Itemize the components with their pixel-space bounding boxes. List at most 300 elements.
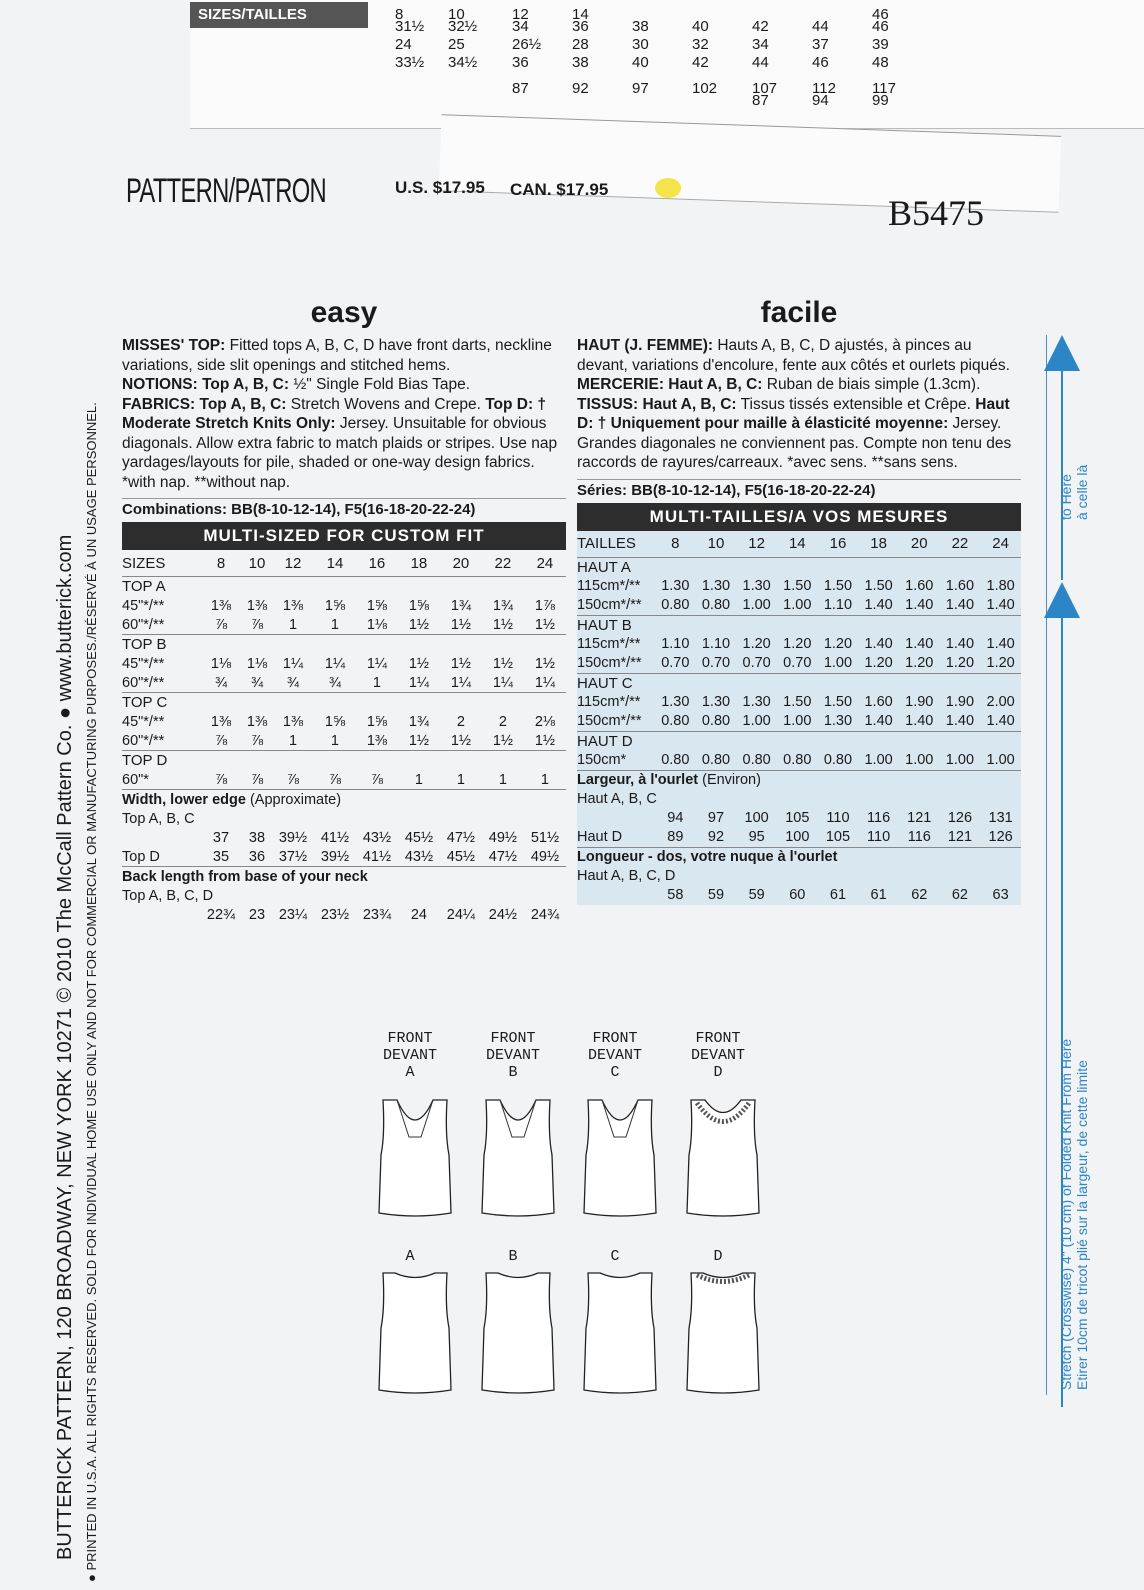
table-row (122, 615, 566, 635)
table-title: MULTI-TAILLES/A VOS MESURES (577, 503, 1021, 531)
width-note: (Approximate) (245, 791, 342, 808)
front-view-label (468, 1030, 558, 1081)
table-cell: 43½ (362, 829, 392, 846)
table-cell: 1.00 (736, 596, 777, 616)
top-measure-cell: 39 (872, 36, 889, 53)
table-cell: 2⅛ (534, 713, 556, 730)
label-line: DEVANT (690, 1047, 745, 1064)
table-cell: TAILLES (577, 531, 655, 558)
table-cell: 38 (248, 829, 266, 846)
top-measure-cell: 34 (752, 36, 769, 53)
stretch-label (1058, 1039, 1090, 1390)
width-title-text: Width, lower edge (122, 791, 246, 808)
table-cell: 95 (736, 828, 777, 848)
table-cell: 1.10 (818, 596, 859, 616)
table-cell: 1.40 (940, 596, 981, 616)
table-cell: 0.80 (655, 712, 696, 732)
table-cell: 1¼ (482, 673, 524, 693)
table-row (122, 770, 566, 790)
table-cell: 60 (789, 887, 806, 903)
table-cell: 1½ (524, 731, 566, 751)
table-cell: 1⅛ (210, 655, 232, 672)
back-top-drawing (375, 1268, 455, 1398)
table-cell: 1.40 (905, 636, 934, 652)
table-cell: 1.00 (736, 712, 777, 732)
table-cell: 45"*/** (122, 655, 165, 672)
yardage-table-fr (577, 531, 1021, 905)
table-cell: 150cm* (577, 751, 655, 771)
table-cell: 41½ (356, 847, 398, 867)
table-cell: 1 (356, 673, 398, 693)
table-cell: 1 (272, 731, 314, 751)
table-cell: 1½ (524, 615, 566, 635)
table-cell: 126 (980, 828, 1021, 848)
table-cell: 0.80 (655, 596, 696, 616)
group-row (577, 557, 1021, 577)
table-cell: 1.00 (818, 654, 859, 674)
table-cell: 1.90 (905, 694, 934, 710)
table-cell: 0.80 (777, 751, 818, 771)
table-row (122, 905, 566, 924)
label-line: D (713, 1064, 723, 1081)
table-cell: 22 (940, 531, 981, 558)
table-cell: 1.30 (742, 578, 771, 594)
group-name: HAUT D (577, 732, 633, 750)
back-top-drawing (580, 1268, 660, 1398)
table-row (577, 693, 1021, 712)
table-cell: 23¾ (362, 906, 392, 923)
french-column (577, 296, 1021, 905)
front-top-drawing (683, 1095, 763, 1220)
table-cell: 1.20 (899, 654, 940, 674)
table-cell: 115cm*/** (577, 578, 641, 594)
table-row (122, 886, 566, 905)
table-cell: 8 (655, 531, 696, 558)
table-cell: 1½ (440, 731, 482, 751)
table-cell: 51½ (530, 829, 560, 846)
table-cell: 1.30 (701, 694, 731, 710)
top-measure-cell: 40 (692, 18, 709, 35)
table-cell: 2 (498, 713, 507, 730)
top-measure-cell: 46 (872, 18, 889, 35)
label-line: DEVANT (382, 1047, 437, 1064)
table-cell: 1½ (440, 615, 482, 635)
table-cell: 94 (667, 810, 684, 826)
label-line: A (405, 1064, 415, 1081)
table-cell: 1.90 (945, 694, 975, 710)
yardage-table-en (122, 550, 566, 924)
table-row (122, 731, 566, 751)
table-cell: 0.70 (655, 654, 696, 674)
table-cell: 47½ (446, 829, 476, 846)
table-row (577, 596, 1021, 616)
table-cell: 1⅛ (356, 615, 398, 635)
top-measure-cell: 26½ (512, 36, 542, 53)
table-cell: 1.30 (661, 578, 690, 594)
table-cell: 1.40 (980, 596, 1021, 616)
arrow-up-icon (1044, 335, 1080, 371)
table-cell: 1.40 (980, 712, 1021, 732)
table-cell: 1½ (482, 731, 524, 751)
table-cell: 150cm*/** (577, 712, 655, 732)
table-cell: 1⅝ (408, 597, 430, 614)
top-measure-cell: 32 (692, 36, 709, 53)
group-name: TOP B (122, 636, 167, 653)
group-row (122, 577, 566, 597)
table-cell (122, 905, 200, 924)
top-measure-cell: 46 (812, 54, 829, 71)
table-cell: 0.80 (696, 712, 737, 732)
top-measure-cell: 32½ (448, 18, 478, 35)
top-size-head: 14 (572, 6, 589, 23)
to-here-label (1058, 465, 1090, 520)
table-row (122, 712, 566, 731)
top-size-head: 10 (448, 6, 465, 23)
top-measure-cell: 99 (872, 92, 889, 109)
top-measure-cell: 38 (632, 18, 649, 35)
label-line: B (508, 1064, 518, 1081)
fabrics-d-label: Top D: † Moderate Stretch Knits Only: (122, 395, 547, 432)
desc-text: Fitted tops A, B, C, D have front darts, neckline variations, side slit openings and stitched hems. (122, 337, 552, 374)
yardage-table (122, 550, 566, 924)
table-cell: 1⅞ (534, 597, 556, 614)
table-row (577, 886, 1021, 905)
table-row (577, 809, 1021, 828)
fabrics-text: Tissus tissés extensible et Crêpe. (736, 395, 976, 413)
group-row (577, 615, 1021, 635)
table-cell: ¾ (314, 673, 356, 693)
table-cell: 116 (867, 810, 891, 826)
table-cell: 20 (440, 550, 482, 577)
table-cell: 97 (707, 810, 725, 826)
table-cell: 1⅜ (210, 597, 232, 614)
table-cell: 8 (200, 550, 242, 577)
table-cell: Haut A, B, C (577, 791, 657, 807)
table-cell: 150cm*/** (577, 596, 655, 616)
table-cell: 1.40 (864, 636, 893, 652)
table-cell: 47½ (482, 847, 524, 867)
table-cell: 1.50 (864, 578, 893, 594)
table-cell: 1.50 (823, 694, 853, 710)
top-measure-cell: 107 (752, 80, 778, 97)
top-measure-cell: 92 (572, 80, 589, 97)
table-cell: 39½ (314, 847, 356, 867)
table-cell: Top A, B, C (122, 810, 195, 827)
top-size-head: 46 (872, 6, 889, 23)
table-cell: 43½ (398, 847, 440, 867)
table-row (122, 809, 566, 828)
fabrics-d-label: Haut D: † Uniquement pour maille à élasticité moyenne: (577, 395, 1010, 432)
table-cell: 37 (212, 829, 230, 846)
notions-label: MERCERIE: Haut A, B, C: (577, 376, 763, 393)
back-view-label: C (610, 1248, 620, 1265)
table-cell: 0.80 (696, 596, 737, 616)
table-row (577, 867, 1021, 886)
table-row (577, 790, 1021, 809)
desc-text: Hauts A, B, C, D ajustés, à pinces au devant, variations d'encolure, fente aux côtés et ourlets piqués. (577, 337, 1010, 374)
table-cell: 14 (777, 531, 818, 558)
label-line: FRONT (387, 1030, 433, 1047)
arrow-up-icon (1044, 582, 1080, 618)
table-cell: 2.00 (986, 694, 1015, 710)
top-size-head: 8 (395, 6, 404, 23)
top-measure-cell: 40 (632, 54, 649, 71)
top-measure-cell: 42 (752, 18, 769, 35)
table-row (577, 635, 1021, 654)
table-cell: 0.70 (736, 654, 777, 674)
table-cell: 1.60 (905, 578, 934, 594)
publisher-line: BUTTERICK PATTERN, 120 BROADWAY, NEW YORK 10271 © 2010 The McCall Pattern Co. ● www.butterick.com (54, 534, 76, 1560)
table-cell: 22¾ (206, 906, 236, 923)
table-cell: ⅞ (200, 770, 242, 790)
table-cell: 1⅜ (356, 731, 398, 751)
label-line: FRONT (695, 1030, 741, 1047)
table-cell: 39½ (278, 829, 308, 846)
notions-text: ½" Single Fold Bias Tape. (289, 376, 471, 393)
table-cell: 23¼ (278, 906, 308, 923)
fabrics-label: FABRICS: Top A, B, C: (122, 395, 287, 413)
front-top-drawing (478, 1095, 558, 1220)
heading-facile: facile (760, 296, 838, 329)
table-cell: ⅞ (356, 770, 398, 790)
yardage-table (577, 531, 1021, 905)
label-line: FRONT (490, 1030, 536, 1047)
table-cell: 0.80 (736, 751, 777, 771)
desc-label: MISSES' TOP: (122, 337, 226, 354)
table-cell: 1¼ (524, 673, 566, 693)
table-cell: 0.80 (696, 751, 737, 771)
table-cell: 105 (818, 828, 859, 848)
group-name: HAUT B (577, 616, 632, 634)
table-cell: 49½ (488, 829, 518, 846)
table-cell: 1.00 (777, 596, 818, 616)
pattern-patron-label: PATTERN/PATRON (126, 172, 327, 210)
table-cell: 1⅜ (282, 597, 304, 614)
table-cell: 18 (858, 531, 899, 558)
top-measure-cell: 37 (812, 36, 829, 53)
table-cell: 1⅝ (324, 713, 346, 730)
table-cell: 1.40 (986, 636, 1015, 652)
table-cell: 1 (314, 731, 356, 751)
table-row (122, 673, 566, 693)
table-cell: 60"*/** (122, 673, 200, 693)
table-cell: 1.10 (661, 636, 690, 652)
table-cell: 1.40 (945, 636, 975, 652)
table-row (577, 751, 1021, 771)
table-cell: 45"*/** (122, 597, 165, 614)
top-measure-cell: 87 (752, 92, 769, 109)
table-cell: ¾ (242, 673, 272, 693)
top-measure-cell: 112 (812, 80, 836, 97)
group-name: TOP A (122, 578, 166, 595)
table-cell: 12 (272, 550, 314, 577)
table-cell: 62 (951, 887, 968, 903)
table-cell: 0.80 (655, 751, 696, 771)
table-cell: 14 (314, 550, 356, 577)
top-size-head: 12 (512, 6, 529, 23)
table-row (577, 828, 1021, 848)
table-cell: 24¾ (530, 906, 560, 923)
top-measure-cell: 24 (395, 36, 412, 53)
table-cell: 1.30 (661, 694, 690, 710)
english-column (122, 296, 566, 924)
table-cell (122, 828, 200, 847)
table-cell: 1.40 (899, 596, 940, 616)
table-cell: 1½ (398, 615, 440, 635)
notions-text: Ruban de biais simple (1.3cm). (762, 376, 981, 393)
top-measure-cell: 94 (812, 92, 829, 109)
desc-label: HAUT (J. FEMME): (577, 337, 714, 354)
top-measure-cell: 42 (692, 54, 709, 71)
fabrics-text: Stretch Wovens and Crepe. (286, 395, 486, 413)
english-description (122, 336, 566, 492)
table-cell: 1.30 (742, 694, 771, 710)
table-cell: ⅞ (200, 615, 242, 635)
top-measure-cell: 102 (692, 80, 718, 97)
sizes-label: SIZES/TAILLES (190, 2, 368, 28)
table-cell: 1¾ (408, 713, 430, 730)
table-cell: 1.20 (940, 654, 981, 674)
table-cell: 115cm*/** (577, 694, 641, 710)
table-cell: SIZES (122, 550, 200, 577)
front-top-drawing (580, 1095, 660, 1220)
fabrics-label: TISSUS: Haut A, B, C: (577, 395, 737, 413)
back-top-drawing (478, 1268, 558, 1398)
group-row (122, 635, 566, 655)
table-row (122, 654, 566, 673)
table-row (577, 531, 1021, 558)
label-line: FRONT (592, 1030, 638, 1047)
pattern-number: B5475 (888, 193, 985, 233)
width-title (577, 770, 1021, 790)
combinations: Séries: BB(8-10-12-14), F5(16-18-20-22-24) (577, 479, 1021, 499)
table-cell: ¾ (272, 673, 314, 693)
table-cell: 1¼ (324, 655, 346, 672)
table-cell: 105 (785, 810, 810, 826)
top-measure-cell: 34½ (448, 54, 478, 71)
back-length-title: Longueur - dos, votre nuque à l'ourlet (577, 849, 838, 865)
top-measure-cell: 36 (572, 18, 589, 35)
table-cell: 1.00 (777, 712, 818, 732)
table-cell: 1.20 (742, 636, 771, 652)
top-measure-cell: 44 (752, 54, 769, 71)
table-cell: ⅞ (314, 770, 356, 790)
table-cell: 110 (858, 828, 899, 848)
stretch-text: Stretch (Crosswise) 4" (10 cm) of Folded Knit From Here Etirer 10cm de tricot plié sur la largeur, de cette limite (1058, 1038, 1090, 1390)
top-measure-cell: 36 (512, 54, 529, 71)
table-cell: 1.40 (858, 596, 899, 616)
table-cell: 62 (911, 887, 928, 903)
group-row (122, 751, 566, 771)
front-view-label (673, 1030, 763, 1081)
table-cell: 1.40 (940, 712, 981, 732)
table-cell: Haut D (577, 828, 655, 848)
table-cell: 1⅝ (366, 713, 388, 730)
table-cell: 61 (870, 887, 887, 903)
top-measure-cell: 87 (512, 80, 529, 97)
table-cell: 1⅜ (246, 713, 268, 730)
french-description (577, 336, 1021, 473)
table-cell: 150cm*/** (577, 654, 655, 674)
table-cell: 0.80 (818, 751, 859, 771)
table-cell: 45"*/** (122, 713, 165, 730)
table-cell: 1.80 (986, 578, 1015, 594)
width-note: (Environ) (698, 772, 761, 788)
table-cell: 1.20 (858, 654, 899, 674)
table-cell: 49½ (524, 847, 566, 867)
table-cell: 45½ (440, 847, 482, 867)
table-cell: 1 (314, 615, 356, 635)
group-name: TOP C (122, 694, 168, 711)
group-row (577, 731, 1021, 751)
table-cell: 20 (899, 531, 940, 558)
table-cell: 23½ (320, 906, 350, 923)
to-here-text: to Here à celle là (1058, 464, 1090, 520)
table-row (122, 847, 566, 867)
table-cell: 1.50 (783, 578, 812, 594)
heading-easy: easy (310, 296, 378, 329)
table-row (122, 596, 566, 615)
table-cell: 92 (696, 828, 737, 848)
table-cell: 59 (707, 887, 725, 903)
table-row (122, 550, 566, 577)
table-cell: 1 (524, 770, 566, 790)
yellow-dot-icon (655, 178, 681, 198)
table-cell: 1.20 (783, 636, 812, 652)
table-cell: 24 (524, 550, 566, 577)
table-cell: 12 (736, 531, 777, 558)
table-cell: 110 (826, 810, 850, 826)
table-cell: 1⅛ (246, 655, 268, 672)
combinations: Combinations: BB(8-10-12-14), F5(16-18-20-22-24) (122, 498, 566, 518)
table-cell: 1.00 (899, 751, 940, 771)
top-measure-cell: 97 (632, 80, 649, 97)
table-cell: 1.00 (980, 751, 1021, 771)
top-measure-cell: 25 (448, 36, 465, 53)
table-cell: 1¾ (492, 597, 513, 614)
table-cell: 131 (988, 810, 1013, 826)
table-cell: 89 (655, 828, 696, 848)
table-cell: 1.40 (899, 712, 940, 732)
table-cell: 1.50 (783, 694, 812, 710)
group-name: HAUT A (577, 558, 631, 576)
table-cell: 1 (440, 770, 482, 790)
width-title-text: Largeur, à l'ourlet (577, 772, 699, 788)
top-measure-cell: 28 (572, 36, 589, 53)
table-cell: 1⅜ (246, 597, 268, 614)
table-cell: 116 (899, 828, 940, 848)
table-cell: 1.20 (823, 636, 853, 652)
table-cell: 1¼ (366, 655, 388, 672)
table-cell: ⅞ (200, 731, 242, 751)
table-cell: 1¼ (440, 673, 482, 693)
price-us: U.S. $17.95 (395, 178, 485, 197)
table-cell: 16 (356, 550, 398, 577)
price-can: CAN. $17.95 (510, 180, 609, 199)
table-cell: 1.10 (701, 636, 731, 652)
top-measure-cell: 33½ (395, 54, 425, 71)
table-cell: ⅞ (272, 770, 314, 790)
table-cell: 1.30 (701, 578, 731, 594)
table-cell: 1¼ (398, 673, 440, 693)
table-cell: 1.20 (980, 654, 1021, 674)
table-cell: Top D (122, 847, 200, 867)
table-cell: 1½ (398, 731, 440, 751)
top-measure-cell: 34 (512, 18, 529, 35)
table-cell: 24½ (488, 906, 518, 923)
top-measure-cell: 31½ (395, 18, 425, 35)
back-view-label: B (508, 1248, 518, 1265)
